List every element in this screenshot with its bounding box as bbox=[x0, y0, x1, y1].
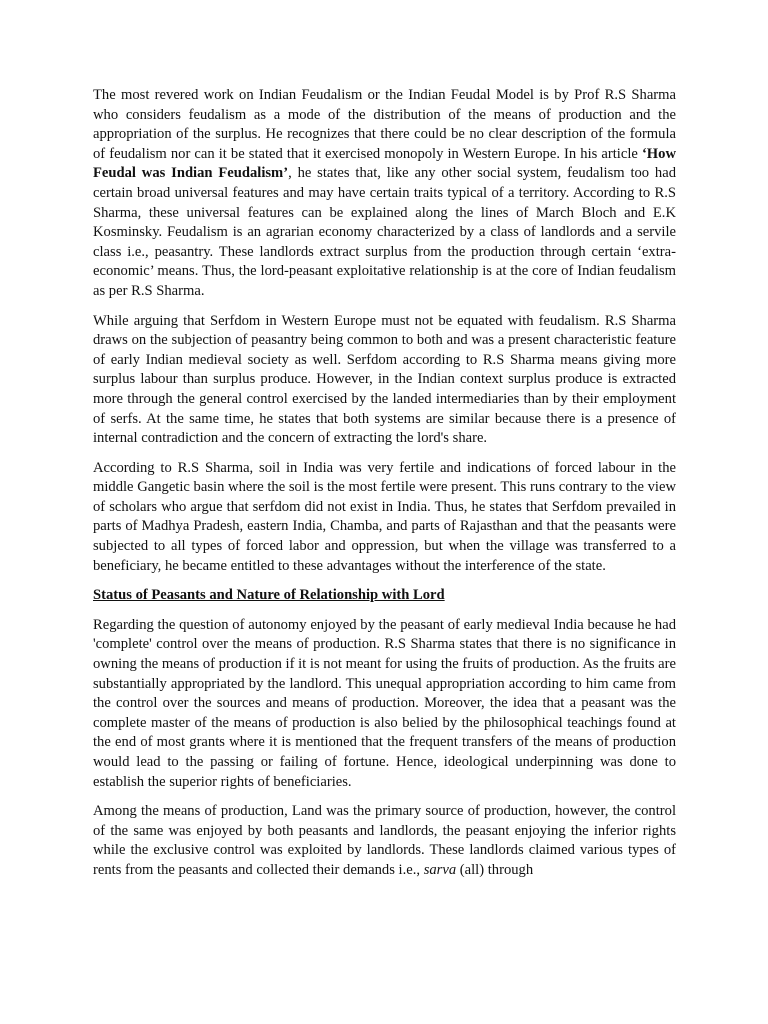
paragraph-means-of-production bbox=[93, 802, 676, 880]
paragraph-intro-text-end: , he states that, like any other social system, feudalism too had certain broad universal features and may have certain traits typical of a territory. According to R.S Sharma, these universal features can be explained along the lines of March Bloch and E.K Kosminsky. Feudalism is an agrarian economy characterized by a class of landlords and a servile class i.e., peasantry. These landlords extract surplus from the production through certain ‘extra-economic’ means. Thus, the lord-peasant exploitative relationship is at the core of Indian feudalism as per R.S Sharma. bbox=[93, 165, 677, 299]
paragraph-autonomy: Regarding the question of autonomy enjoyed by the peasant of early medieval India because he had 'complete' control over the means of production. R.S Sharma states that there is no significance in owning the means of production if it is not meant for using the fruits of production. As the fruits are substantially appropriated by the landlord. This unequal appropriation according to him came from the control over the sources and means of production. Moreover, the idea that a peasant was the complete master of the means of production is also belied by the philosophical teachings found at the end of most grants where it is mentioned that the frequent transfers of the means of production would lead to the passing or failing of fortune. Hence, ideological underpinning was done to establish the superior rights of beneficiaries. bbox=[93, 616, 676, 790]
paragraph-intro bbox=[93, 86, 676, 302]
paragraph-serfdom: While arguing that Serfdom in Western Europe must not be equated with feudalism. R.S Sharma draws on the subjection of peasantry being common to both and was a present characteristic feature of early Indian medieval society as well. Serfdom according to R.S Sharma means giving more surplus labour than surplus produce. However, in the Indian context surplus produce is extracted more through the general control exercised by the landed intermediaries than by their employment of serfs. At the same time, he states that both systems are similar because there is a presence of internal contradiction and the concern of extracting the lord's share. bbox=[93, 312, 676, 447]
section-heading: Status of Peasants and Nature of Relationship with Lord bbox=[93, 587, 445, 604]
paragraph-means-text-end: (all) through bbox=[456, 861, 534, 878]
article-title: ‘How Feudal was Indian Feudalism’ bbox=[93, 145, 676, 182]
paragraph-soil-fertility: According to R.S Sharma, soil in India was very fertile and indications of forced labour in the middle Gangetic basin where the soil is the most fertile were present. This runs contrary to the view of scholars who argue that serfdom did not exist in India. Thus, he states that Serfdom prevailed in parts of Madhya Pradesh, eastern India, Chamba, and parts of Rajasthan and that the peasants were subjected to all types of forced labor and oppression, but when the village was transferred to a beneficiary, he became entitled to these advantages without the interference of the state. bbox=[93, 459, 676, 574]
italic-term-sarva: sarva bbox=[423, 861, 457, 878]
paragraph-means-text-start: Among the means of production, Land was the primary source of production, however, the control of the same was enjoyed by both peasants and landlords, the peasant enjoying the inferior rights while the exclusive control was exploited by landlords. These landlords claimed various types of rents from the peasants and collected their demands i.e., bbox=[93, 803, 676, 878]
paragraph-intro-text-start: The most revered work on Indian Feudalism or the Indian Feudal Model is by Prof R.S Sharma who considers feudalism as a mode of the distribution of the means of production and the appropriation of the surplus. He recognizes that there could be no clear description of the formula of feudalism nor can it be stated that it exercised monopoly in Western Europe. In his article bbox=[93, 87, 676, 162]
